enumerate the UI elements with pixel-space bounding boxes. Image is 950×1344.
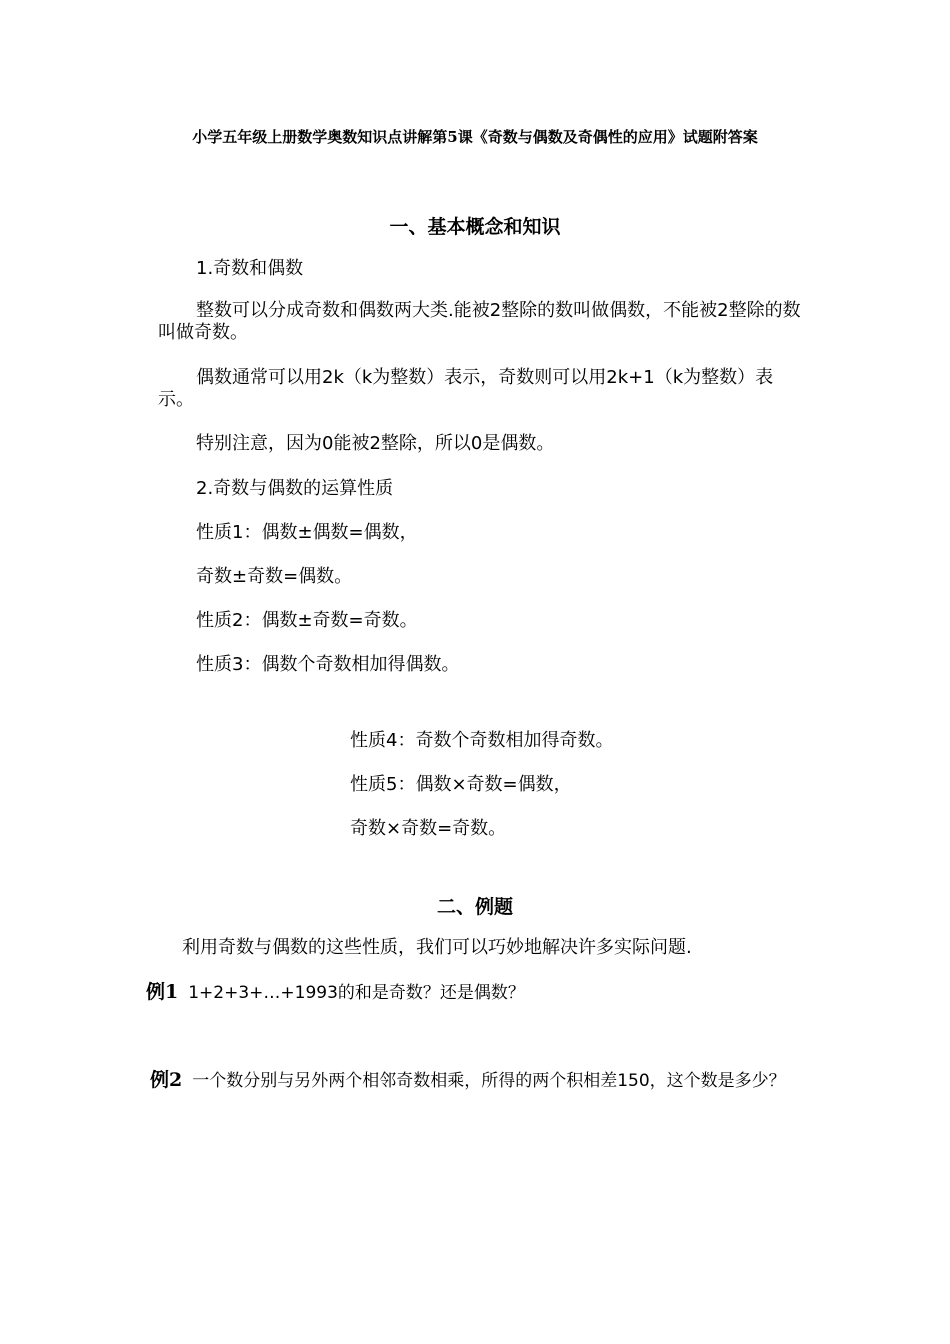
examples-intro: 利用奇数与偶数的这些性质，我们可以巧妙地解决许多实际问题. bbox=[182, 937, 692, 958]
section-heading-examples: 二、例题 bbox=[436, 896, 513, 918]
example-1 bbox=[146, 982, 806, 1004]
paragraph-definition: 整数可以分成奇数和偶数两大类.能被2整除的数叫做偶数，不能被2整除的数叫做奇数。 bbox=[158, 300, 801, 343]
example-1-text: 1+2+3+…+1993的和是奇数？还是偶数？ bbox=[188, 983, 525, 1003]
example-1-label: 例1 bbox=[146, 981, 179, 1003]
subsection-title-odd-even: 1.奇数和偶数 bbox=[196, 258, 304, 279]
property-3: 性质3：偶数个奇数相加得偶数。 bbox=[196, 654, 460, 675]
property-5: 性质5：偶数×奇数=偶数， bbox=[350, 774, 572, 795]
property-1: 性质1：偶数±偶数=偶数， bbox=[196, 522, 418, 543]
paragraph-zero-note: 特别注意，因为0能被2整除，所以0是偶数。 bbox=[196, 433, 555, 454]
subsection-title-properties: 2.奇数与偶数的运算性质 bbox=[196, 478, 394, 499]
example-2-label: 例2 bbox=[150, 1069, 183, 1091]
document-title: 小学五年级上册数学奥数知识点讲解第5课《奇数与偶数及奇偶性的应用》试题附答案 bbox=[192, 128, 758, 146]
example-2-text: 一个数分别与另外两个相邻奇数相乘，所得的两个积相差150，这个数是多少？ bbox=[192, 1071, 786, 1091]
property-4: 性质4：奇数个奇数相加得奇数。 bbox=[350, 730, 614, 751]
section-heading-basic-concepts: 一、基本概念和知识 bbox=[389, 216, 561, 238]
property-1-continued: 奇数±奇数=偶数。 bbox=[196, 566, 353, 587]
property-5-continued: 奇数×奇数=奇数。 bbox=[350, 818, 507, 839]
paragraph-representation: 偶数通常可以用2k（k为整数）表示，奇数则可以用2k+1（k为整数）表示。 bbox=[158, 367, 774, 410]
example-2 bbox=[150, 1070, 805, 1092]
property-2: 性质2：偶数±奇数=奇数。 bbox=[196, 610, 418, 631]
